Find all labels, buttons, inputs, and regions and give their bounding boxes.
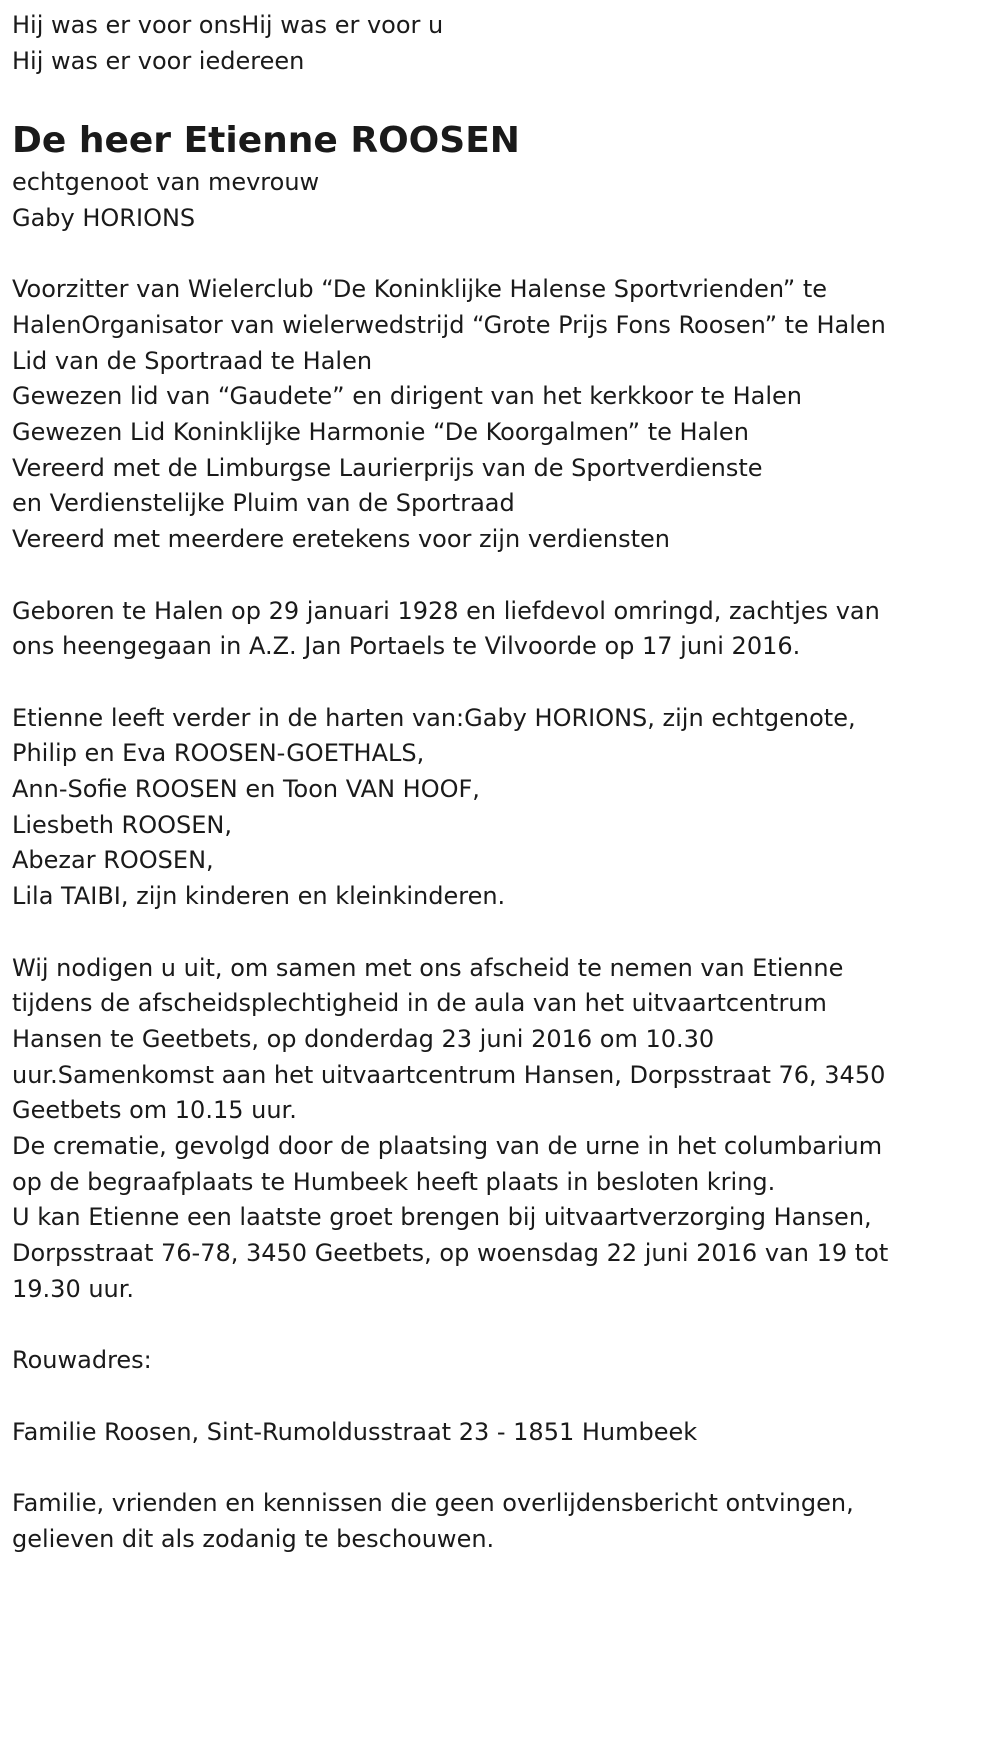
spacer	[12, 1308, 1000, 1344]
spacer	[12, 558, 1000, 594]
family-line: Philip en Eva ROOSEN-GOETHALS,	[12, 739, 425, 768]
intro-line: Hij was er voor onsHij was er voor u	[12, 11, 444, 39]
family-block	[12, 701, 1000, 915]
spacer	[12, 237, 1000, 273]
ceremony-line: 19.30 uur.	[12, 1274, 135, 1303]
ceremony-line: tijdens de afscheidsplechtigheid in de aula van het uitvaartcentrum	[12, 989, 827, 1018]
ceremony-line: op de begraafplaats te Humbeek heeft plaats in besloten kring.	[12, 1167, 776, 1196]
family-line: Lila TAIBI, zijn kinderen en kleinkinderen.	[12, 882, 506, 911]
birth-death-line: ons heengegaan in A.Z. Jan Portaels te Vilvoorde op 17 juni 2016.	[12, 632, 801, 661]
ceremony-line: U kan Etienne een laatste groet brengen bij uitvaartverzorging Hansen,	[12, 1203, 872, 1232]
title-line: en Verdienstelijke Pluim van de Sportraad	[12, 489, 515, 518]
birth-death-line: Geboren te Halen op 29 januari 1928 en liefdevol omringd, zachtjes van	[12, 596, 880, 625]
family-line: Ann-Sofie ROOSEN en Toon VAN HOOF,	[12, 775, 480, 803]
relation-text: echtgenoot van mevrouw	[12, 168, 320, 197]
family-line: Liesbeth ROOSEN,	[12, 810, 232, 839]
spacer	[12, 1450, 1000, 1486]
spacer	[12, 665, 1000, 701]
closing-line: gelieven dit als zodanig te beschouwen.	[12, 1524, 495, 1553]
ceremony-line: Geetbets om 10.15 uur.	[12, 1096, 297, 1125]
title-line: Lid van de Sportraad te Halen	[12, 346, 373, 375]
ceremony-line: De crematie, gevolgd door de plaatsing van de urne in het columbarium	[12, 1132, 883, 1161]
spacer	[12, 1379, 1000, 1415]
ceremony-block	[12, 951, 1000, 1308]
closing-block	[12, 1486, 1000, 1557]
family-line: Abezar ROOSEN,	[12, 846, 214, 875]
title-line: Voorzitter van Wielerclub “De Koninklijke Halense Sportvrienden” te	[12, 275, 828, 304]
ceremony-line: Wij nodigen u uit, om samen met ons afscheid te nemen van Etienne	[12, 953, 844, 982]
birth-death-block	[12, 594, 1000, 665]
mourning-address: Familie Roosen, Sint-Rumoldusstraat 23 - 1851 Humbeek	[12, 1417, 698, 1446]
spouse-name: Gaby HORIONS	[12, 203, 196, 232]
deceased-block	[12, 117, 1000, 236]
mourning-address-block	[12, 1343, 1000, 1450]
deceased-name: De heer Etienne ROOSEN	[12, 120, 520, 162]
ceremony-line: uur.Samenkomst aan het uitvaartcentrum Hansen, Dorpsstraat 76, 3450	[12, 1060, 886, 1089]
title-line: Vereerd met de Limburgse Laurierprijs van de Sportverdienste	[12, 453, 763, 482]
mourning-address-label: Rouwadres:	[12, 1346, 152, 1375]
title-line: Gewezen lid van “Gaudete” en dirigent van het kerkkoor te Halen	[12, 382, 802, 411]
ceremony-line: Hansen te Geetbets, op donderdag 23 juni 2016 om 10.30	[12, 1024, 715, 1053]
spacer	[12, 915, 1000, 951]
ceremony-line: Dorpsstraat 76-78, 3450 Geetbets, op woensdag 22 juni 2016 van 19 tot	[12, 1239, 889, 1268]
title-line: Gewezen Lid Koninklijke Harmonie “De Koorgalmen” te Halen	[12, 418, 749, 446]
intro-line: Hij was er voor iedereen	[12, 46, 305, 75]
titles-block	[12, 272, 1000, 558]
family-line: Etienne leeft verder in de harten van:Gaby HORIONS, zijn echtgenote,	[12, 703, 856, 732]
title-line: HalenOrganisator van wielerwedstrijd “Grote Prijs Fons Roosen” te Halen	[12, 310, 886, 339]
intro-verse	[12, 8, 1000, 79]
spacer	[12, 79, 1000, 115]
closing-line: Familie, vrienden en kennissen die geen overlijdensbericht ontvingen,	[12, 1489, 854, 1517]
title-line: Vereerd met meerdere eretekens voor zijn verdiensten	[12, 525, 670, 554]
